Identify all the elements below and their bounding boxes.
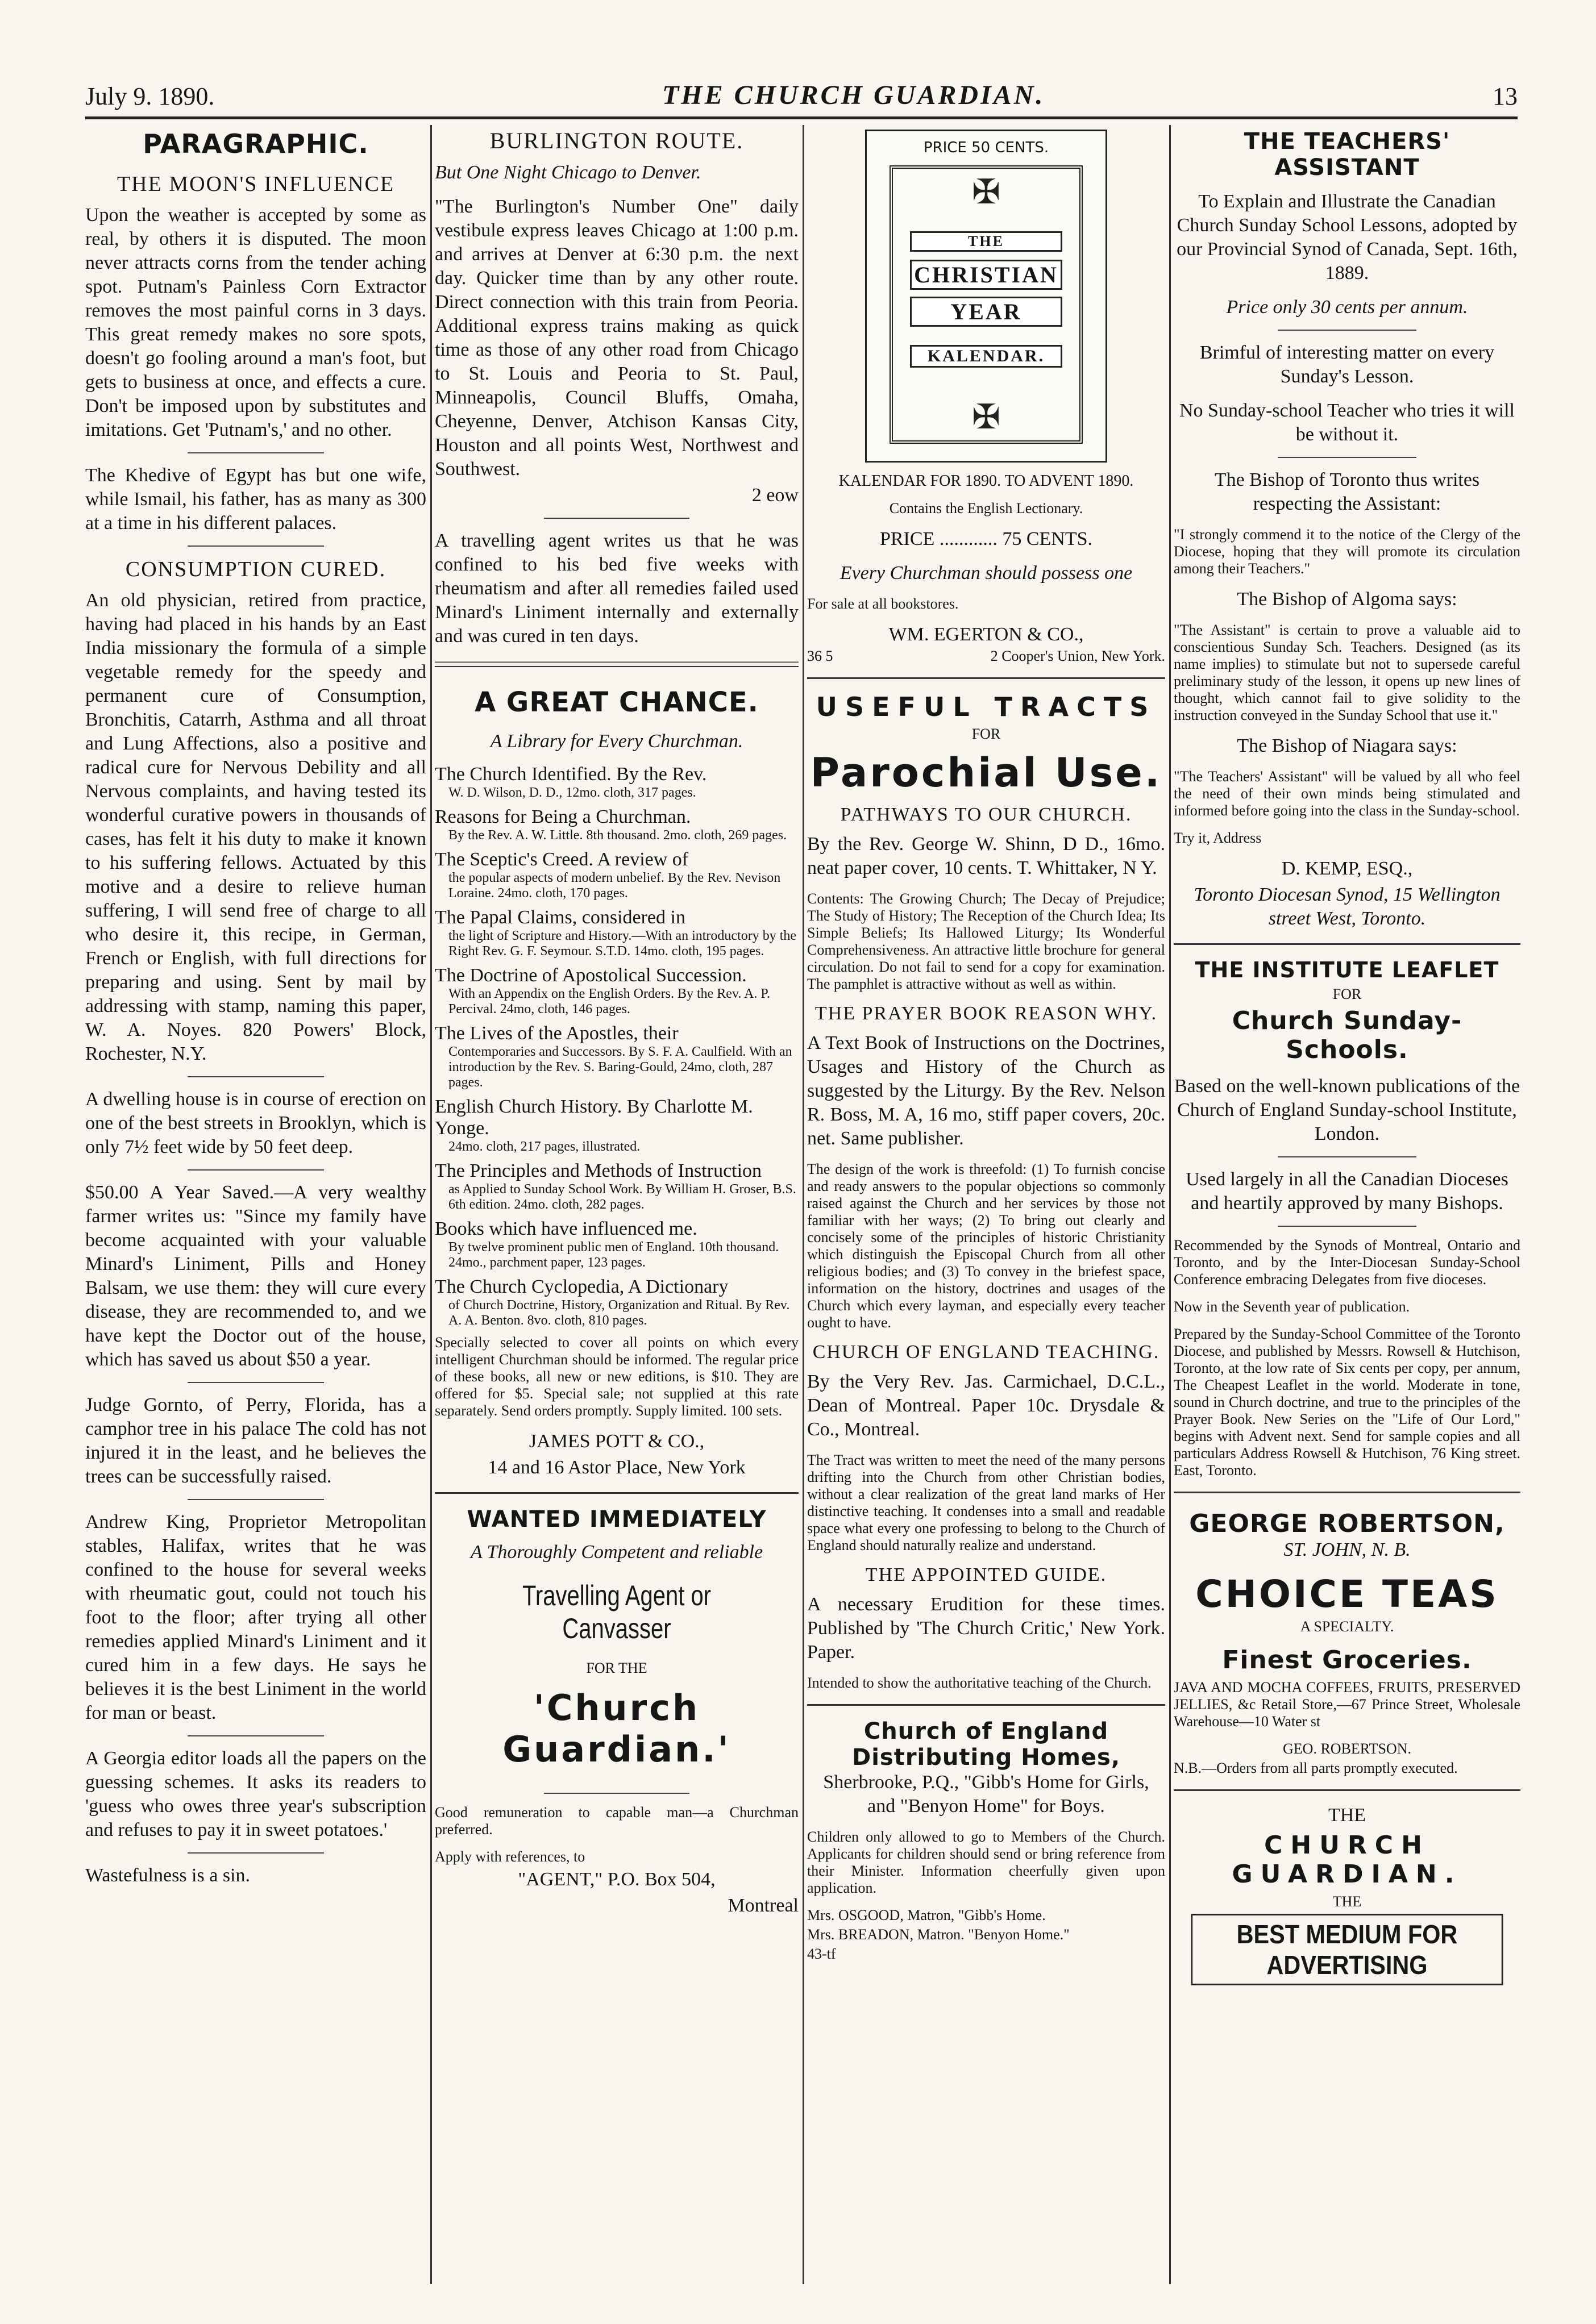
wanted-city: Montreal [728,1895,799,1916]
cross-ornament-icon: ✠ [971,398,1001,436]
pathways-contents: Contents: The Growing Church; The Decay of Prejudice; The Study of History; The Reception of the Church Idea; Its Simple Beliefs; Its Hallowed Liturgy; Its Wonderful Comprehensiveness. An attractive little brochure for general circulation. Do not fail to send for a copy for examination. The pamphlet is attractive without as well as within. [807,890,1165,992]
year-line-4: KALENDAR. [910,345,1062,368]
leaflet-prepared: Prepared by the Sunday-School Committee of the Toronto Diocese, and published by Messrs. Rowsell & Hutchison, Toronto, at the low rate of Six cents per copy, per annum, The Cheapest Leaflet in the world. Moderate in tone, sound in Church doctrine, and true to the principles of the Prayer Book. New Series on the "Life of Our Lord," begins with Advent next. Send for sample copies and all particulars Address Rowsell & Hutchison, 76 King street. East, Toronto. [1174,1326,1520,1478]
column-rule [803,125,804,2284]
route-text: "The Burlington's Number One" daily vestibule express leaves Chicago at 1:00 p.m. and arrives at Denver at 6:30 p.m. the next day. Quicker time than by any other route. Direct connection with this train from Peoria. Additional express trains making as quick time as those of any other road from Chicago to St. Louis and Peoria to St. Paul, Minneapolis, Council Bluffs, Omaha, Cheyenne, Denver, Atchison Kansas City, Houston and all points West, Northwest and Southwest. [435,196,799,480]
divider [1174,1492,1520,1493]
book-detail: With an Appendix on the English Orders. By the Rev. A. P. Percival. 24mo, cloth, 146 pages. [448,986,771,1017]
egerton-name: WM. EGERTON & CO., [888,624,1084,645]
coe-text: By the Very Rev. Jas. Carmichael, D.C.L., Dean of Montreal. Paper 10c. Drysdale & Co., Montreal. [807,1371,1165,1440]
homes-note: Children only allowed to go to Members of the Church. Applicants for children should send or bring reference from their Minister. Information cheerfully given upon application. [807,1829,1165,1896]
dwelling-text: A dwelling house is in course of erection on one of the best streets in Brooklyn, which is only 7½ feet wide by 50 feet deep. [85,1089,426,1157]
leaflet-recommended: Recommended by the Synods of Montreal, Ontario and Toronto, and by the Inter-Diocesan Sunday-School Conference embracing Delegates from five dioceses. [1174,1237,1520,1288]
divider [188,545,324,547]
guide-note: Intended to show the authoritative teaching of the Church. [807,1675,1152,1691]
divider [1278,1156,1416,1157]
georgia-text: A Georgia editor loads all the papers on the guessing schemes. It asks its readers to 'guess who owes three year's subscription and refuses to pay it in sweet potatoes.' [85,1748,426,1840]
book-list [435,764,799,1328]
for-sale-line: For sale at all bookstores. [807,595,959,612]
wanted-pay: Good remuneration to capable man—a Churchman preferred. [435,1804,799,1838]
churchman-line: Every Churchman should possess one [839,563,1133,584]
cross-ornament-icon: ✠ [971,173,1001,211]
divider [188,1499,324,1500]
leaflet-schools: Church Sunday-Schools. [1232,1006,1462,1064]
best-medium: BEST MEDIUM FOR ADVERTISING [1191,1914,1503,1985]
book-item [435,1276,799,1328]
divider [1278,457,1416,458]
guardian-title: CHURCH GUARDIAN. [1232,1831,1462,1889]
book-title: English Church History. By Charlotte M. Yonge. [435,1096,753,1139]
column-adverts-3 [1174,125,1520,2284]
moon-text: Upon the weather is accepted by some as real, by others it is disputed. The moon never attracts corns from the tender aching spot. Putnam's Painless Corn Extractor removes the most painful corns in 3 days. This great remedy makes no sore spots, doesn't go fooling around a man's foot, but gets to business at once, and effects a cure. Don't be imposed upon by substitutes and imitations. Get 'Putnam's,' and no other. [85,205,426,440]
price-line: PRICE ............ 75 CENTS. [879,528,1093,549]
divider [807,1704,1165,1706]
homes-osgood: Mrs. OSGOOD, Matron, "Gibb's Home. [807,1907,1046,1923]
nb-note: N.B.—Orders from all parts promptly executed. [1174,1760,1458,1776]
book-title: Reasons for Being a Churchman. [435,806,691,827]
homes-title: Church of England Distributing Homes, [851,1718,1121,1771]
parochial-title: Parochial Use. [810,749,1162,796]
book-detail: Contemporaries and Successors. By S. F. A. Caulfield. With an introduction by the Rev. S. Baring-Gould, 24mo, cloth, 287 pages. [448,1044,792,1090]
robertson-city: ST. JOHN, N. B. [1283,1539,1411,1560]
homes-code: 43-tf [807,1946,836,1962]
book-detail: By the Rev. A. W. Little. 8th thousand. 2mo. cloth, 269 pages. [448,828,787,843]
homes-breadon: Mrs. BREADON, Matron. "Benyon Home." [807,1926,1070,1943]
wanted-subtitle: A Thoroughly Competent and reliable [470,1542,763,1563]
teas-title: CHOICE TEAS [1195,1572,1499,1616]
agent-text: A travelling agent writes us that he was confined to his bed five weeks with rheumatism and after all remedies failed used Minard's Liniment internally and externally and was cured in ten days. [435,530,799,647]
for-the-label: FOR THE [586,1660,647,1676]
book-item [435,1096,799,1155]
column-paragraphic [85,125,426,2284]
the-label-2: THE [1332,1893,1362,1910]
wanted-address: "AGENT," P.O. Box 504, [518,1869,716,1890]
book-detail: of Church Doctrine, History, Organization and Ritual. By Rev. A. A. Benton. 8vo. cloth, 810 pages. [448,1298,790,1328]
niagara-quote: "The Teachers' Assistant" will be valued by all who feel the need of their own minds being stimulated and informed before going into the class in the Sunday-school. [1174,768,1520,819]
book-item [435,764,799,801]
book-item [435,907,799,959]
book-item [435,849,799,901]
wanted-role: Travelling Agent or Canvasser [522,1580,712,1644]
route-title: BURLINGTON ROUTE. [489,128,744,153]
khedive-text: The Khedive of Egypt has but one wife, while Ismail, his father, has as many as 300 at a time in his different palaces. [85,465,426,534]
teachers-title: THE TEACHERS' ASSISTANT [1244,128,1450,181]
pathways-text: By the Rev. George W. Shinn, D D., 16mo. neat paper cover, 10 cents. T. Whittaker, N Y. [807,834,1165,878]
book-detail: the light of Scripture and History.—With an introductory by the Right Rev. G. F. Seymour. S.T.D. 14mo. cloth, 195 pages. [448,928,797,959]
leaflet-now: Now in the Seventh year of publication. [1174,1298,1410,1315]
year-line-3: YEAR [910,297,1062,327]
robertson-name: GEORGE ROBERTSON, [1189,1509,1505,1538]
consumption-title: CONSUMPTION CURED. [125,557,386,581]
column-rule [1169,125,1171,2284]
book-detail: the popular aspects of modern unbelief. By the Rev. Nevison Loraine. 24mo. cloth, 170 pages. [448,871,781,901]
groceries-title: Finest Groceries. [1222,1646,1472,1675]
book-title: The Papal Claims, considered in [435,907,685,928]
consumption-text: An old physician, retired from practice, having had placed in his hands by an East India missionary the formula of a simple vegetable remedy for the speedy and permanent cure of Consumption, Bronchitis, Catarrh, Asthma and all throat and Lung Affections, also a positive and radical cure for Nervous Debility and all Nervous complaints, and having tested its wonderful curative powers in thousands of cases, has felt it his duty to make it known to his suffering fellows. Actuated by this motive and a desire to relieve human suffering, I will send free of charge to all who desire it, this recipe, in German, French or English, with full directions for preparing and using. Sent by mail by addressing with stamp, naming this paper, W. A. Noyes. 820 Powers' Block, Rochester, N.Y. [85,590,426,1064]
paragraphic-heading: PARAGRAPHIC. [143,128,369,159]
books-note: Specially selected to cover all points on which every intelligent Churchman should be informed. The regular price of these books, all new or new editions, is $10. They are offered for $5. Special sale; not supplied at this rate separately. Send orders promptly. Supply limited. 100 sets. [435,1334,799,1419]
column-adverts-2 [807,125,1165,2284]
egerton-code: 36 5 [807,648,833,664]
issue-date: July 9. 1890. [85,82,215,110]
algoma-quote: "The Assistant" is certain to prove a valuable aid to conscientious Sunday Sch. Teachers. Designed (as its name implies) to stimulate but not to supersede careful preliminary study of the lesson, it opens up new lines of thought, which cannot fail to give solidity to the instruction conveyed in the Sunday School that use it." [1174,622,1520,723]
divider [1278,1226,1416,1227]
book-item [435,965,799,1017]
year-line-1: THE [910,231,1062,252]
pott-address: 14 and 16 Astor Place, New York [488,1457,746,1478]
book-title: The Church Cyclopedia, A Dictionary [435,1276,729,1297]
book-title: The Lives of the Apostles, their [435,1023,679,1044]
book-detail: W. D. Wilson, D. D., 12mo. cloth, 317 pages. [448,785,696,800]
teachers-price: Price only 30 cents per annum. [1226,297,1468,318]
leaflet-for: FOR [1332,986,1362,1002]
kemp-name: D. KEMP, ESQ., [1281,858,1413,879]
teachers-brimful: Brimful of interesting matter on every Sunday's Lesson. [1199,342,1495,387]
divider [188,452,324,453]
waste-text: Wastefulness is a sin. [85,1865,250,1886]
toronto-quote: "I strongly commend it to the notice of the Clergy of the Diocese, hoping that they will promote its circulation among their Teachers." [1174,526,1520,577]
book-detail: 24mo. cloth, 217 pages, illustrated. [448,1139,641,1154]
book-detail: By twelve prominent public men of England. 10th thousand. 24mo., parchment paper, 123 pages. [448,1240,779,1270]
prayer-design: The design of the work is threefold: (1) To furnish concise and ready answers to the popular objections so commonly raised against the Church and her services by those not familiar with her ways; (2) To bring out clearly and concisely some of the principles of historic Christianity which distinguish the Episcopal Church from all other religious bodies; and (3) To convey in the briefest space, information on the history, doctrines and usages of the Church which every layman, and especially every teacher ought to have. [807,1161,1165,1331]
divider [544,1793,689,1794]
book-title: Books which have influenced me. [435,1218,697,1239]
leaflet-based: Based on the well-known publications of the Church of England Sunday-school Institute, London. [1174,1076,1520,1144]
book-title: The Doctrine of Apostolical Succession. [435,965,747,986]
prayer-text: A Text Book of Instructions on the Doctrines, Usages and History of the Church as suggested by the Liturgy. By the Rev. Nelson R. Boss, M. A, 16 mo, stiff paper covers, 20c. net. Same publisher. [807,1032,1165,1149]
double-rule [435,661,799,667]
andrew-text: Andrew King, Proprietor Metropolitan stables, Halifax, writes that he was confined to the house for several weeks with rheumatic gout, could not touch his foot to the floor; after trying all other remedies applied Minard's Liniment and it cured him in a few days. He says he believes it is the best Liniment in the world for man or beast. [85,1511,426,1723]
pathways-title: PATHWAYS TO OUR CHURCH. [840,804,1132,825]
saved-text: $50.00 A Year Saved.—A very wealthy farmer writes us: "Since my family have become acquainted with your valuable Minard's Liniment, Pills and Honey Balsam, we use them: they will cure every disease, they are recommended to, and we have kept the Doctor out of the house, which has saved us about $50 a year. [85,1182,426,1370]
year-line-2: CHRISTIAN [910,260,1062,290]
tracts-title: USEFUL TRACTS [816,692,1157,722]
try-it: Try it, Address [1174,830,1262,846]
chance-subtitle: A Library for Every Churchman. [490,731,743,752]
divider [188,1076,324,1077]
book-item [435,1023,799,1090]
divider [188,1382,324,1383]
coe-note: The Tract was written to meet the need of the many persons drifting into the Church from other Christian bodies, without a clear realization of the great land marks of Her distinctive teaching. It condenses into a small and readable space what every one professing to belong to the Church of England should naturally realize and understand. [807,1452,1165,1554]
column-rule [430,125,432,2284]
geo-name: GEO. ROBERTSON. [1283,1740,1411,1757]
toronto-line: The Bishop of Toronto thus writes respecting the Assistant: [1214,469,1480,514]
route-subtitle: But One Night Chicago to Denver. [435,162,701,183]
guide-text: A necessary Erudition for these times. Published by 'The Church Critic,' New York. Paper. [807,1594,1165,1663]
paper-name: 'Church Guardian.' [502,1687,731,1770]
divider [1278,330,1416,331]
pott-name: JAMES POTT & CO., [529,1431,705,1452]
teachers-text: To Explain and Illustrate the Canadian Church Sunday School Lessons, adopted by our Provincial Synod of Canada, Sept. 16th, 1889. [1177,191,1518,284]
masthead: THE CHURCH GUARDIAN. [662,80,1045,110]
divider [188,1169,324,1171]
prayer-title: THE PRAYER BOOK REASON WHY. [814,1003,1158,1024]
ornamental-frame [890,165,1083,444]
divider [188,1852,324,1854]
page-header [85,80,1518,119]
book-item [435,1160,799,1213]
moon-title: THE MOON'S INFLUENCE [117,172,395,196]
groceries-list: JAVA AND MOCHA COFFEES, FRUITS, PRESERVED JELLIES, &c Retail Store,—67 Prince Street, Wholesale Warehouse—10 Water st [1174,1679,1520,1730]
tracts-for: FOR [971,726,1001,742]
homes-text: Sherbrooke, P.Q., "Gibb's Home for Girls, and "Benyon Home" for Boys. [823,1772,1149,1817]
book-item [435,1218,799,1271]
divider [1174,1789,1520,1791]
kalendar-line: KALENDAR FOR 1890. TO ADVENT 1890. [838,472,1134,490]
book-detail: as Applied to Sunday School Work. By William H. Groser, B.S. 6th edition. 24mo. cloth, 282 pages. [448,1182,796,1212]
algoma-line: The Bishop of Algoma says: [1237,589,1457,610]
divider [807,677,1165,679]
teachers-no: No Sunday-school Teacher who tries it will be without it. [1179,400,1515,445]
the-label: THE [1328,1805,1366,1826]
book-title: The Sceptic's Creed. A review of [435,849,689,870]
divider [435,1492,799,1494]
leaflet-title: THE INSTITUTE LEAFLET [1195,957,1499,982]
egerton-row [807,648,1165,665]
divider [188,1735,324,1736]
wanted-apply: Apply with references, to [435,1848,585,1865]
year-price: PRICE 50 CENTS. [923,139,1049,156]
coe-title: CHURCH OF ENGLAND TEACHING. [812,1342,1160,1363]
guide-title: THE APPOINTED GUIDE. [865,1564,1107,1585]
book-title: The Church Identified. By the Rev. [435,764,707,785]
leaflet-used: Used largely in all the Canadian Dioceses and heartily approved by many Bishops. [1186,1169,1508,1214]
wanted-title: WANTED IMMEDIATELY [467,1506,767,1532]
kemp-address: Toronto Diocesan Synod, 15 Wellington street West, Toronto. [1194,884,1501,929]
column-adverts-1 [435,125,799,2284]
judge-text: Judge Gornto, of Perry, Florida, has a camphor tree in his palace The cold has not injured it in the least, and he believes the trees can be successfully raised. [85,1394,426,1487]
egerton-address: 2 Cooper's Union, New York. [990,648,1165,664]
specialty-line: A SPECIALTY. [1300,1618,1394,1635]
christian-year-advert [865,130,1107,463]
divider [1174,943,1520,945]
divider [544,518,689,519]
page-number: 13 [1492,82,1518,110]
niagara-line: The Bishop of Niagara says: [1237,735,1457,756]
book-item [435,806,799,843]
chance-title: A GREAT CHANCE. [475,686,759,718]
lectionary-line: Contains the English Lectionary. [889,500,1083,517]
book-title: The Principles and Methods of Instruction [435,1160,762,1181]
route-code: 2 eow [751,485,799,506]
